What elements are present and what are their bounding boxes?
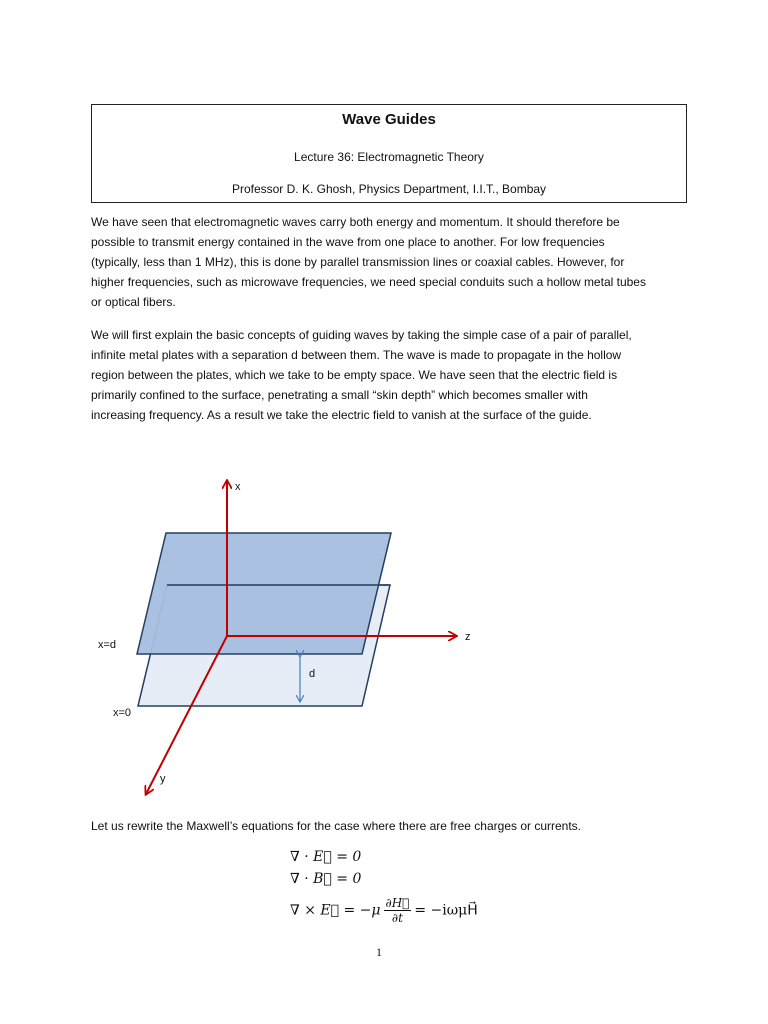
fraction-denominator: ∂t [391, 911, 403, 925]
z-axis-label: z [465, 631, 471, 643]
partial-fraction [384, 896, 412, 925]
faraday-rhs: = −iωμH⃗ [414, 902, 478, 919]
text-line: higher frequencies, such as microwave frequencies, we need special conduits such a hollow metal tubes [91, 275, 646, 289]
text-line: possible to transmit energy contained in the wave from one place to another. For low frequencies [91, 235, 605, 249]
gauss-law-equation: ∇ · E⃗ = 0 [290, 849, 362, 865]
text-line: region between the plates, which we take to be empty space. We have seen that the electric field is [91, 368, 618, 382]
page-title: Wave Guides [342, 111, 436, 128]
faraday-equation [290, 896, 478, 925]
page-number: 1 [376, 945, 382, 959]
top-plate-label: x=d [98, 639, 117, 651]
magnetic-gauss-equation: ∇ · B⃗ = 0 [290, 871, 362, 887]
maxwell-intro: Let us rewrite the Maxwell’s equations for the case where there are free charges or currents. [91, 819, 582, 833]
separation-label: d [309, 668, 316, 680]
x-axis-label: x [235, 481, 241, 493]
text-line: We have seen that electromagnetic waves carry both energy and momentum. It should therefore be [91, 215, 620, 229]
text-line: increasing frequency. As a result we take the electric field to vanish at the surface of the guide. [91, 408, 592, 422]
text-line: or optical fibers. [91, 295, 176, 309]
faraday-lhs: ∇ × E⃗ = −μ [290, 902, 381, 919]
text-line: primarily confined to the surface, penetrating a small “skin depth” which becomes smaller with [91, 388, 588, 402]
text-line: (typically, less than 1 MHz), this is done by parallel transmission lines or coaxial cables. However, for [91, 255, 625, 269]
bottom-plate-label: x=0 [113, 707, 132, 719]
fraction-numerator: ∂H⃗ [385, 896, 410, 910]
author-line: Professor D. K. Ghosh, Physics Department, I.I.T., Bombay [231, 182, 547, 196]
text-line: We will first explain the basic concepts of guiding waves by taking the simple case of a pair of parallel, [91, 328, 632, 342]
lecture-subtitle: Lecture 36: Electromagnetic Theory [294, 150, 484, 164]
y-axis-label: y [160, 773, 166, 785]
text-line: infinite metal plates with a separation d between them. The wave is made to propagate in the hollow [91, 348, 622, 362]
